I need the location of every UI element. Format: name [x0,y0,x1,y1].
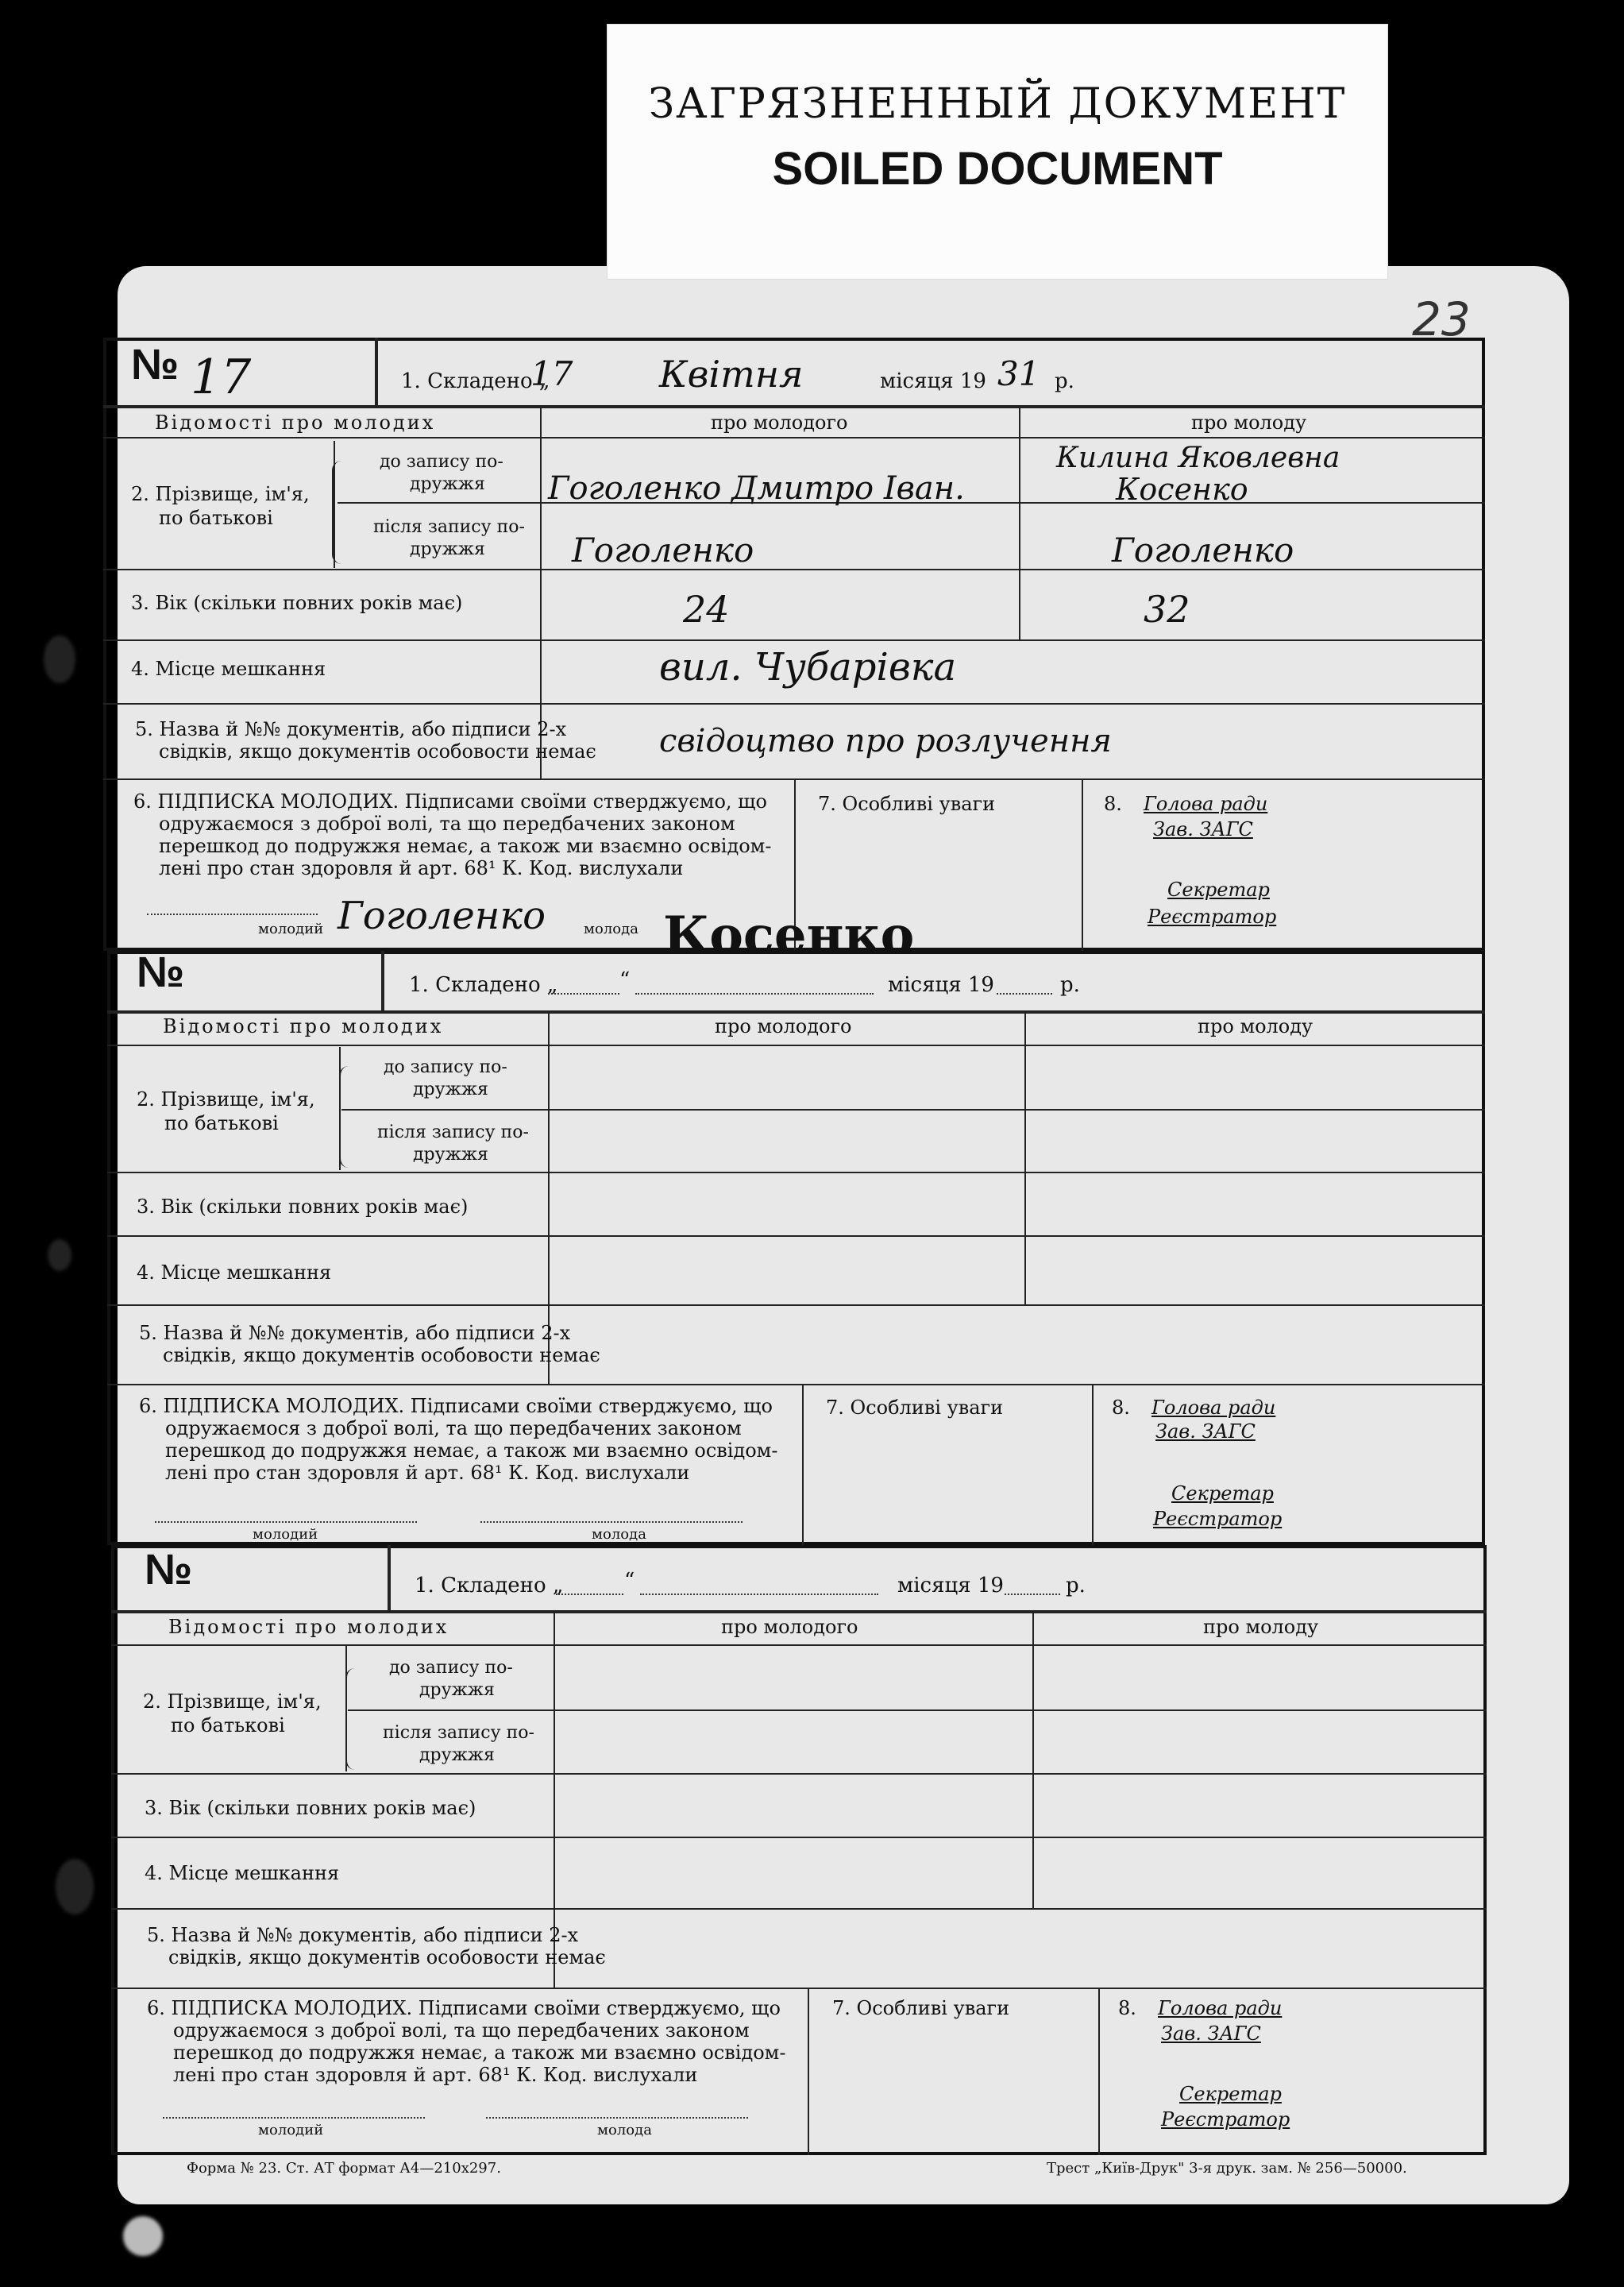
signing-text-4: лені про стан здоровля й арт. 68¹ К. Код. вислухали [165,1462,690,1484]
name-label: 2. Прізвище, ім'я, [137,1088,315,1111]
groom-header: про молодого [721,1616,858,1638]
groom-header: про молодого [715,1015,852,1037]
notes-label: 7. Особливі уваги [832,1997,1010,2019]
officials-num: 8. [1112,1397,1130,1419]
bride-name-after: Гоголенко [1112,531,1294,570]
soiled-document-label [607,24,1388,280]
registrar-label: Реєстратор [1148,906,1277,928]
name-label: 2. Прізвище, ім'я, [131,483,310,505]
name-label-2: по батькові [171,1714,285,1736]
bride-header: про молоду [1203,1616,1319,1638]
bride-age: 32 [1144,588,1190,631]
residence-label: 4. Місце мешкання [137,1261,332,1284]
residence-label: 4. Місце мешкання [131,658,326,680]
groom-header: про молодого [711,411,848,434]
info-header: Відомості про молодих [168,1616,449,1638]
after-label-2: дружжя [413,1145,488,1165]
bride-surname-before: Косенко [1116,472,1248,507]
documents-label-2: свідків, якщо документів особовости немає [163,1344,600,1366]
documents-label: 5. Назва й №№ документів, або підписи 2-х [147,1924,579,1946]
after-label: після запису по- [383,1723,534,1743]
age-label: 3. Вік (скільки повних років має) [137,1196,469,1218]
head-label: Голова ради [1144,793,1268,815]
record-number-label: № [137,948,185,996]
signing-text-2: одружаємося з доброї волі, та що передбачених законом [159,813,735,835]
signing-text-1: 6. ПІДПИСКА МОЛОДИХ. Підписами своїми стверджуємо, що [139,1395,773,1417]
bride-header: про молоду [1198,1015,1313,1037]
signing-text-2: одружаємося з доброї волі, та що передбачених законом [165,1417,742,1439]
year-suffix: р. [1060,973,1080,997]
footer-printer-info: Трест „Київ-Друк" 3-я друк. зам. № 256—50000. [1047,2160,1407,2177]
documents-label: 5. Назва й №№ документів, або підписи 2-х [135,718,567,740]
ink-stain [56,1859,94,1914]
groom-sig-label: молодий [258,921,324,937]
officials-num: 8. [1104,793,1122,815]
groom-sig-label: молодий [253,1526,318,1543]
composed-label: 1. Складено „ [409,973,558,997]
signing-text-2: одружаємося з доброї волі, та що передбачених законом [173,2019,750,2042]
groom-signature: Гоголенко [338,894,546,938]
signing-text-3: перешкод до подружжя немає, а також ми взаємно освідом- [173,2042,786,2064]
year-suffix: р. [1066,1574,1086,1597]
before-label: до запису по- [384,1057,507,1077]
before-label-2: дружжя [413,1080,488,1099]
before-label: до запису по- [380,452,503,472]
signing-text-3: перешкод до подружжя немає, а також ми взаємно освідом- [159,835,772,857]
before-label-2: дружжя [410,474,485,494]
name-label: 2. Прізвище, ім'я, [143,1690,322,1713]
signing-text-4: лені про стан здоровля й арт. 68¹ К. Код. вислухали [159,857,684,879]
bride-signature: Косенко [663,906,915,965]
record-number-label: № [145,1546,193,1594]
paper-hole [123,2216,163,2256]
signing-text-1: 6. ПІДПИСКА МОЛОДИХ. Підписами своїми стверджуємо, що [147,1997,781,2019]
year-suffix: р. [1055,369,1074,393]
secretary-label: Секретар [1179,2083,1282,2105]
signing-text-4: лені про стан здоровля й арт. 68¹ К. Код. вислухали [173,2064,698,2086]
signing-text-3: перешкод до подружжя немає, а також ми взаємно освідом- [165,1439,778,1462]
month-label: місяця 19 [897,1574,1004,1597]
info-header: Відомості про молодих [155,411,436,434]
secretary-label: Секретар [1171,1482,1274,1505]
bride-sig-label: молода [592,1526,646,1543]
record-number-label: № [131,341,179,388]
composed-label: 1. Складено „ [415,1574,564,1597]
label-english: SOILED DOCUMENT [772,143,1223,195]
head-label: Голова ради [1158,1997,1283,2019]
notes-label: 7. Особливі уваги [818,793,996,815]
head-label: Голова ради [1151,1397,1276,1419]
age-label: 3. Вік (скільки повних років має) [145,1797,476,1819]
groom-age: 24 [683,588,730,631]
record-month: Квітня [659,353,804,396]
name-label-2: по батькові [159,507,273,529]
record-day: 17 [530,354,573,393]
record-year: 31 [997,354,1040,393]
zags-label: Зав. ЗАГС [1155,1420,1256,1443]
after-label: після запису по- [373,517,525,537]
documents-label-2: свідків, якщо документів особовости немає [168,1946,606,1968]
groom-sig-label: молодий [258,2122,324,2138]
name-label-2: по батькові [164,1112,279,1134]
label-russian: ЗАГРЯЗНЕННЫЙ ДОКУМЕНТ [648,80,1347,128]
officials-num: 8. [1118,1997,1136,2019]
month-label: місяця 19 [888,973,994,997]
after-label: після запису по- [377,1122,529,1142]
archive-page-number: 23 [1412,292,1471,346]
registrar-label: Реєстратор [1153,1508,1283,1530]
zags-label: Зав. ЗАГС [1153,818,1253,840]
bride-sig-label: молода [584,921,638,937]
secretary-label: Секретар [1167,879,1270,901]
documents-label: 5. Назва й №№ документів, або підписи 2-х [139,1322,571,1344]
ink-stain [44,635,75,683]
signing-text-1: 6. ПІДПИСКА МОЛОДИХ. Підписами своїми стверджуємо, що [133,790,767,813]
after-label-2: дружжя [419,1745,495,1765]
notes-label: 7. Особливі уваги [826,1397,1004,1419]
before-label-2: дружжя [419,1680,495,1700]
bride-header: про молоду [1191,411,1307,434]
after-label-2: дружжя [410,539,485,559]
ink-stain [48,1239,71,1271]
age-label: 3. Вік (скільки повних років має) [131,592,463,614]
documents-label-2: свідків, якщо документів особовости немає [159,740,596,763]
registrar-label: Реєстратор [1161,2108,1290,2131]
footer-form-info: Форма № 23. Ст. АТ формат А4—210х297. [187,2160,501,2177]
info-header: Відомості про молодих [163,1015,444,1037]
residence: вил. Чубарівка [659,645,957,690]
documents: свідоцтво про розлучення [659,723,1112,759]
composed-label: 1. Складено „ [401,369,550,393]
month-label: місяця 19 [880,369,986,393]
residence-label: 4. Місце мешкання [145,1862,340,1884]
groom-name-after: Гоголенко [572,531,754,570]
before-label: до запису по- [389,1658,513,1678]
zags-label: Зав. ЗАГС [1161,2022,1261,2045]
record-number: 17 [191,350,252,405]
bride-sig-label: молода [597,2122,652,2138]
bride-name-before: Килина Яковлевна [1056,442,1340,474]
groom-name-before: Гоголенко Дмитро Іван. [548,470,965,507]
